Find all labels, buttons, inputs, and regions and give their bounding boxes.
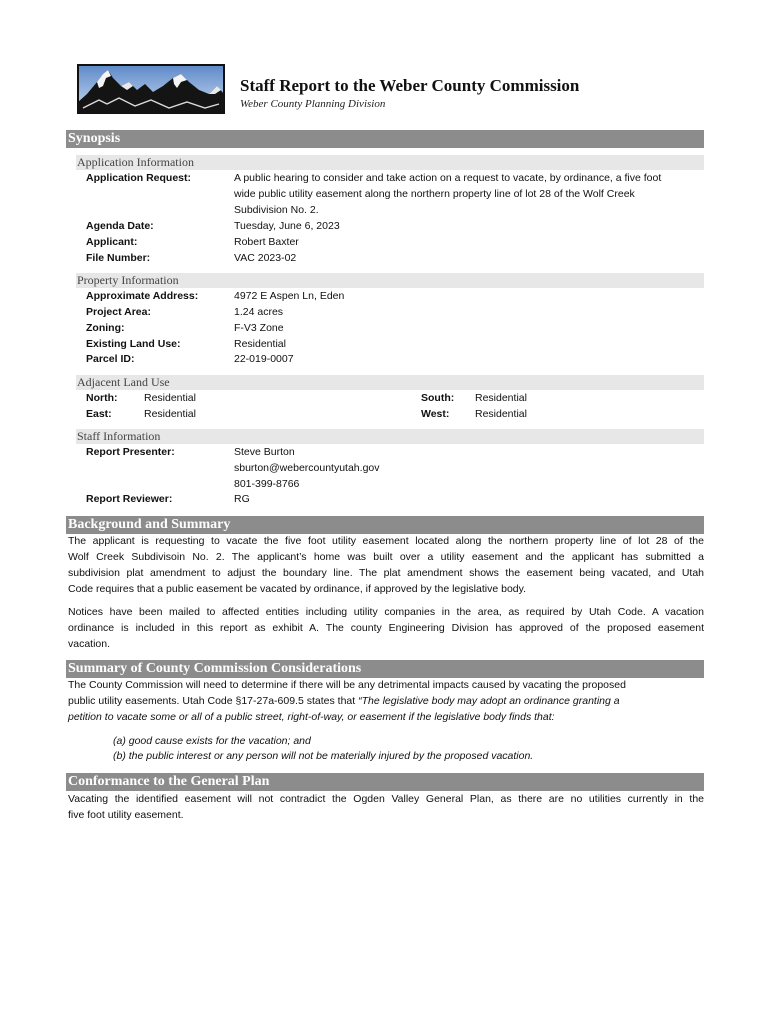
background-p1-line-3: subdivision plat amendment to adjust the boundary line. The plat amendment shows the easement being vacated, and Utah [68, 567, 704, 579]
background-p2-line-3: vacation. [68, 638, 111, 650]
considerations-line-2-plain: public utility easements. Utah Code §17-27a-609.5 states that [68, 695, 359, 707]
project-area-value: 1.24 acres [234, 306, 284, 318]
statute-quote-start: “The legislative body may adopt an ordinance granting a [358, 695, 620, 707]
background-paragraph-2 [68, 604, 704, 652]
report-title: Staff Report to the Weber County Commission [240, 76, 580, 95]
east-value: Residential [144, 408, 196, 420]
background-p1-line-1: The applicant is requesting to vacate the five foot utility easement located along the northern property line of lot 28 of the [68, 535, 704, 547]
file-number-value: VAC 2023-02 [234, 252, 297, 264]
background-paragraph-1 [68, 533, 704, 597]
west-label: West: [421, 408, 450, 420]
zoning-value: F-V3 Zone [234, 322, 284, 334]
south-label: South: [421, 392, 455, 404]
report-reviewer-value: RG [234, 493, 250, 505]
application-info-heading: Application Information [76, 155, 704, 170]
conformance-line-2: five foot utility easement. [68, 809, 184, 821]
conformance-paragraph [68, 791, 704, 823]
background-p1-line-4: Code requires that a public easement be vacated by ordinance, if approved by the legislative body. [68, 583, 527, 595]
applicant-label: Applicant: [86, 236, 138, 248]
application-request-line-3: Subdivision No. 2. [234, 204, 319, 216]
presenter-email: sburton@webercountyutah.gov [234, 462, 380, 474]
project-area-label: Project Area: [86, 306, 151, 318]
background-heading: Background and Summary [66, 516, 704, 534]
property-info-heading: Property Information [76, 273, 704, 288]
north-value: Residential [144, 392, 196, 404]
address-value: 4972 E Aspen Ln, Eden [234, 290, 345, 302]
statute-quote-line-2: petition to vacate some or all of a public street, right-of-way, or easement if the legislative body finds that: [68, 711, 555, 723]
application-request-line-1: A public hearing to consider and take action on a request to vacate, by ordinance, a five foot [234, 172, 662, 184]
considerations-heading: Summary of County Commission Considerations [66, 660, 704, 678]
address-label: Approximate Address: [86, 290, 199, 302]
parcel-id-value: 22-019-0007 [234, 353, 294, 365]
existing-land-use-value: Residential [234, 338, 286, 350]
applicant-value: Robert Baxter [234, 236, 299, 248]
weber-county-mountain-logo [77, 64, 225, 114]
zoning-label: Zoning: [86, 322, 125, 334]
considerations-line-2 [68, 695, 620, 707]
south-value: Residential [475, 392, 527, 404]
file-number-label: File Number: [86, 252, 151, 264]
west-value: Residential [475, 408, 527, 420]
agenda-date-value: Tuesday, June 6, 2023 [234, 220, 340, 232]
east-label: East: [86, 408, 112, 420]
application-request-line-2: wide public utility easement along the northern property line of lot 28 of the Wolf Creek [234, 188, 635, 200]
report-reviewer-label: Report Reviewer: [86, 493, 173, 505]
north-label: North: [86, 392, 118, 404]
agenda-date-label: Agenda Date: [86, 220, 154, 232]
statute-item-a: (a) good cause exists for the vacation; and [113, 735, 311, 747]
staff-info-heading: Staff Information [76, 429, 704, 444]
background-p1-line-2: Wolf Creek Subdivisoin No. 2. The applicant’s home was built over a utility easement and the applicant has submitted a [68, 551, 704, 563]
statute-item-b: (b) the public interest or any person will not be materially injured by the proposed vacation. [113, 750, 534, 762]
application-request-label: Application Request: [86, 172, 192, 184]
adjacent-land-use-heading: Adjacent Land Use [76, 375, 704, 390]
presenter-name: Steve Burton [234, 446, 295, 458]
presenter-phone: 801-399-8766 [234, 478, 300, 490]
conformance-heading: Conformance to the General Plan [66, 773, 704, 791]
existing-land-use-label: Existing Land Use: [86, 338, 181, 350]
background-p2-line-2: ordinance is included in this report as exhibit A. The county Engineering Division has approved of the proposed easement [68, 622, 704, 634]
considerations-line-1: The County Commission will need to determine if there will be any detrimental impacts caused by vacating the proposed [68, 679, 626, 691]
parcel-id-label: Parcel ID: [86, 353, 135, 365]
background-p2-line-1: Notices have been mailed to affected entities including utility companies in the area, as required by Utah Code. A vacation [68, 606, 704, 618]
report-presenter-label: Report Presenter: [86, 446, 175, 458]
report-subtitle: Weber County Planning Division [240, 98, 386, 110]
synopsis-heading: Synopsis [66, 130, 704, 148]
conformance-line-1: Vacating the identified easement will not contradict the Ogden Valley General Plan, as there are no utilities currently in the [68, 793, 704, 805]
